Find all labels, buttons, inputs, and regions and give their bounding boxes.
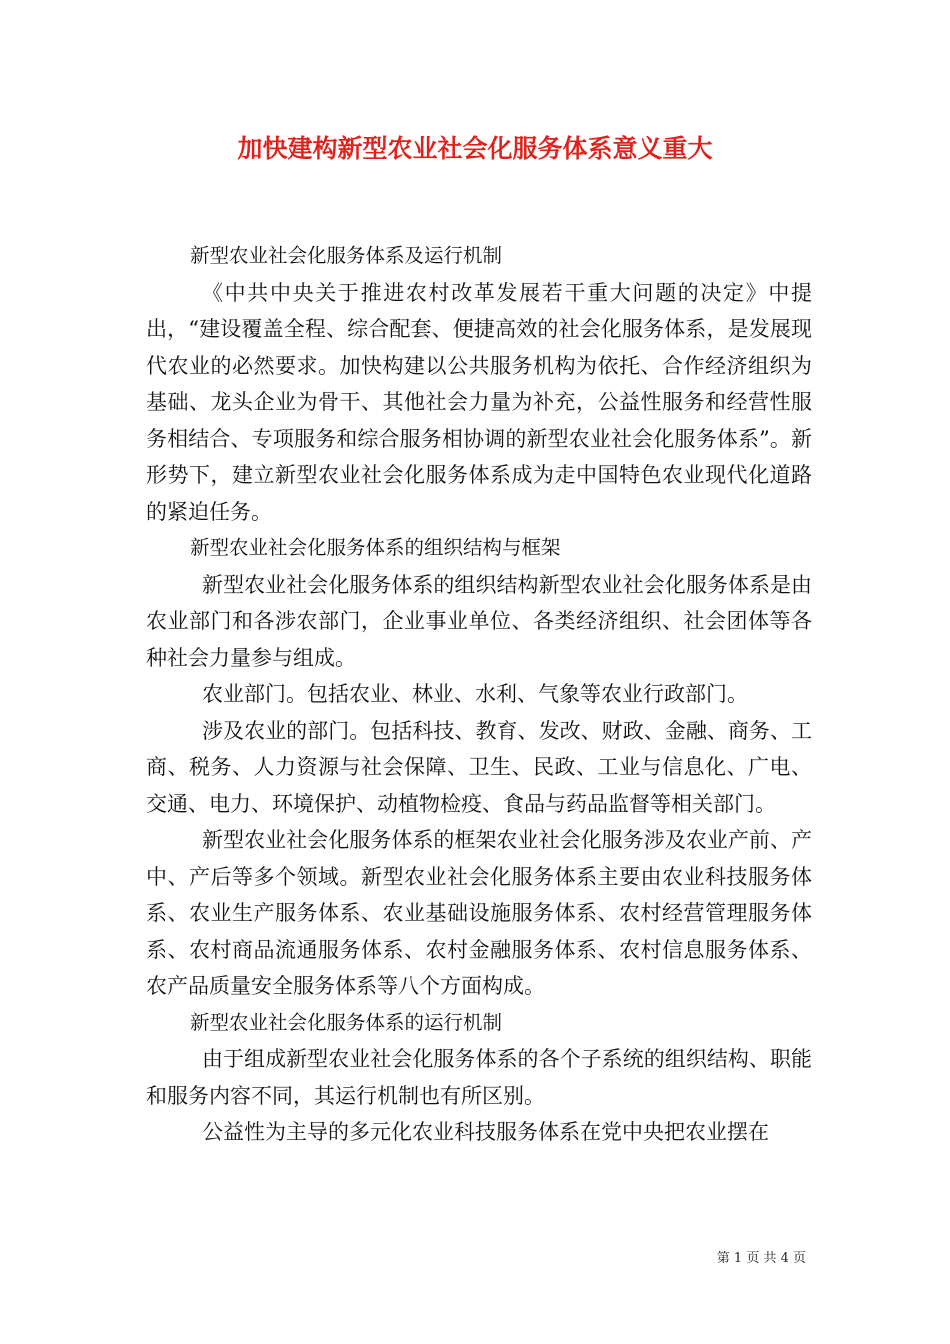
paragraph-5: 新型农业社会化服务体系的框架农业社会化服务涉及农业产前、产中、产后等多个领域。新型农业社会化服务体系主要由农业科技服务体系、农业生产服务体系、农业基础设施服务体系、农村经营管理服务体系、农村商品流通服务体系、农村金融服务体系、农村信息服务体系、农产品质量安全服务体系等八个方面构成。 [146, 828, 812, 998]
section-heading-3: 新型农业社会化服务体系的运行机制 [190, 1010, 503, 1034]
page-footer: 第 1 页 共 4 页 [716, 1251, 806, 1266]
paragraph-1: 《中共中央关于推进农村改革发展若干重大问题的决定》中提出，“建设覆盖全程、综合配套、便捷高效的社会化服务体系，是发展现代农业的必然要求。加快构建以公共服务机构为依托、合作经济组织为基础、龙头企业为骨干、其他社会力量为补充，公益性服务和经营性服务相结合、专项服务和综合服务相协调的新型农业社会化服务体系”。新形势下，建立新型农业社会化服务体系成为走中国特色农业现代化道路的紧迫任务。 [146, 280, 812, 524]
paragraph-4: 涉及农业的部门。包括科技、教育、发改、财政、金融、商务、工商、税务、人力资源与社会保障、卫生、民政、工业与信息化、广电、交通、电力、环境保护、动植物检疫、食品与药品监督等相关部门。 [146, 718, 812, 816]
section-heading-1: 新型农业社会化服务体系及运行机制 [190, 244, 503, 267]
paragraph-6: 由于组成新型农业社会化服务体系的各个子系统的组织结构、职能和服务内容不同，其运行机制也有所区别。 [146, 1047, 812, 1108]
paragraph-3: 农业部门。包括农业、林业、水利、气象等农业行政部门。 [202, 682, 748, 706]
paragraph-7: 公益性为主导的多元化农业科技服务体系在党中央把农业摆在 [202, 1120, 769, 1144]
document-title: 加快建构新型农业社会化服务体系意义重大 [237, 134, 713, 163]
paragraph-2: 新型农业社会化服务体系的组织结构新型农业社会化服务体系是由农业部门和各涉农部门，企业事业单位、各类经济组织、社会团体等各种社会力量参与组成。 [146, 572, 812, 670]
section-heading-2: 新型农业社会化服务体系的组织结构与框架 [190, 536, 561, 559]
document-body [146, 238, 812, 1151]
